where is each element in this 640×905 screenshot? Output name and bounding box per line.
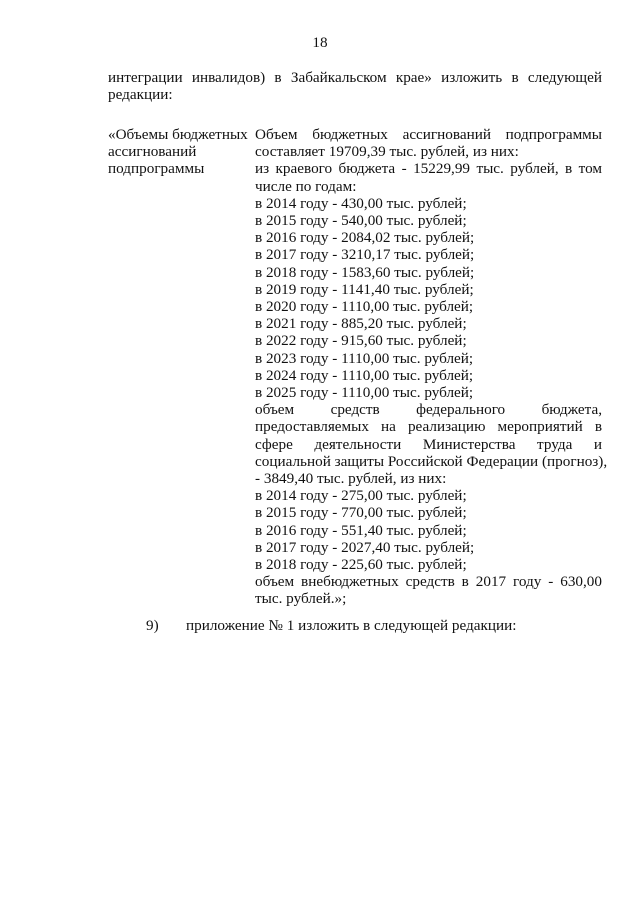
regional-year-item: в 2025 году - 1110,00 тыс. рублей; — [255, 384, 474, 402]
regional-year-item: в 2022 году - 915,60 тыс. рублей; — [255, 332, 467, 350]
regional-year-item: в 2015 году - 540,00 тыс. рублей; — [255, 212, 467, 230]
regional-year-item: в 2020 году - 1110,00 тыс. рублей; — [255, 298, 474, 316]
label-line: ассигнований — [108, 143, 197, 161]
budget-label-column — [108, 126, 254, 178]
regional-year-item: в 2017 году - 3210,17 тыс. рублей; — [255, 246, 475, 264]
federal-line: предоставляемых на реализацию мероприятий в — [255, 418, 602, 436]
regional-year-item: в 2019 году - 1141,40 тыс. рублей; — [255, 280, 474, 298]
regional-year-item: в 2024 году - 1110,00 тыс. рублей; — [255, 366, 474, 384]
regional-year-item: в 2021 году - 885,20 тыс. рублей; — [255, 315, 467, 333]
federal-year-item: в 2015 году - 770,00 тыс. рублей; — [255, 504, 467, 522]
intro-paragraph — [108, 69, 602, 103]
regional-line: числе по годам: — [255, 177, 357, 195]
item-9-paragraph — [146, 617, 606, 634]
page-number: 18 — [312, 34, 328, 51]
extrabudget-line: объем внебюджетных средств в 2017 году - 630,00 — [255, 573, 602, 591]
label-line: «Объемы бюджетных — [108, 126, 248, 143]
intro-line-1: интеграции инвалидов) в Забайкальском крае» изложить в следующей — [108, 69, 602, 86]
federal-year-item: в 2017 году - 2027,40 тыс. рублей; — [255, 538, 475, 556]
federal-line: - 3849,40 тыс. рублей, из них: — [255, 470, 447, 488]
item-9-text: приложение № 1 изложить в следующей редакции: — [186, 617, 517, 634]
total-line: Объем бюджетных ассигнований подпрограммы — [255, 126, 602, 143]
regional-line: из краевого бюджета - 15229,99 тыс. рублей, в том — [255, 160, 602, 178]
budget-content-column — [255, 126, 608, 608]
federal-year-item: в 2014 году - 275,00 тыс. рублей; — [255, 487, 467, 505]
regional-year-item: в 2018 году - 1583,60 тыс. рублей; — [255, 263, 475, 281]
intro-line-2: редакции: — [108, 86, 173, 104]
federal-line: объем средств федерального бюджета, — [255, 401, 602, 419]
federal-line: сфере деятельности Министерства труда и — [255, 435, 602, 453]
total-line: составляет 19709,39 тыс. рублей, из них: — [255, 143, 519, 161]
federal-year-item: в 2016 году - 551,40 тыс. рублей; — [255, 521, 467, 539]
label-line: подпрограммы — [108, 160, 205, 178]
extrabudget-line: тыс. рублей.»; — [255, 590, 347, 608]
federal-year-item: в 2018 году - 225,60 тыс. рублей; — [255, 556, 467, 574]
regional-year-item: в 2016 году - 2084,02 тыс. рублей; — [255, 229, 475, 247]
federal-line: социальной защиты Российской Федерации (прогноз), — [255, 452, 608, 470]
regional-year-item: в 2014 году - 430,00 тыс. рублей; — [255, 194, 467, 212]
regional-year-item: в 2023 году - 1110,00 тыс. рублей; — [255, 349, 474, 367]
item-9-number: 9) — [146, 617, 159, 634]
